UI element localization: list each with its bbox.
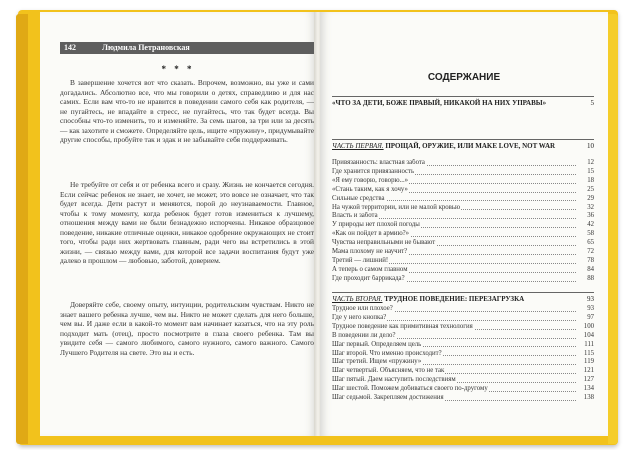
toc-entry-label: На чужой территории, или не малой кровью [332,203,461,211]
toc-entry-label: Шаг пятый. Даем наступить последствиям [332,376,456,384]
toc-entry-label: Где проходит баррикада? [332,274,405,282]
toc-entry-label: Где у него кнопка? [332,313,387,321]
toc-page-number: 15 [587,167,594,175]
toc-page-number: 134 [583,385,594,393]
toc-entry-label: Власть и забота [332,212,378,220]
toc-page-number: 100 [583,322,594,330]
toc-entry [332,323,594,332]
toc-part-label: ЧАСТЬ ВТОРАЯ. [332,295,383,303]
right-page [320,12,608,436]
toc-page-number: 25 [587,185,594,193]
toc-entry-label: «Стань таким, как я хочу» [332,185,408,193]
toc-page-number: 119 [584,358,594,366]
toc-part-label: ЧАСТЬ ПЕРВАЯ. [332,142,384,150]
toc-entry-label: Шаг первый. Определяем цель [332,340,422,348]
toc-entry [332,367,594,376]
toc-entry-label: Трудное поведение как примитивная технология [332,322,473,330]
running-header-author: Людмила Петрановская [102,43,190,52]
toc-page-number: 111 [584,340,594,348]
toc-page-number: 93 [587,295,594,303]
toc-entry-label: Мама плохому не научит? [332,248,408,255]
toc-page-number: 18 [587,176,594,184]
toc-entry-label: Сильные средства [332,194,385,202]
toc-entry [332,266,594,275]
toc-title: СОДЕРЖАНИЕ [427,72,501,83]
toc-entry [332,195,594,204]
toc-page-number: 104 [583,331,594,339]
toc-page-number: 115 [584,349,594,357]
toc-entry-label: Трудное или плохое? [332,305,393,312]
toc-page-number: 78 [587,256,594,264]
toc-entry [332,230,594,239]
toc-entry [332,159,594,168]
toc-entry [332,257,594,266]
paragraph: Не требуйте от себя и от ребенка всего и сразу. Жизнь не кончается сегодня. Если сейчас ребенок не знает, не хочет, не может, это вовсе не означает, что так будет всегда. Дети растут и меняются, порой до неузнаваемости. Главное, чтобы к тому моменту, когда ребенок будет готов измениться к лучшему, отношения между вами не были безнадежно испорчены. Никакое образцовое поведение, никакие отличные оценки, никакое одобрение окружающих не стоит того, чтобы ради них жертвовать главным, ради чего вы встретились в этой жизни, — связью между вами, для которой все задачи воспитания будут уже далеко в прошлом — любовью, заботой, доверием. [60,180,314,265]
toc-entry [332,350,594,359]
toc-entry [332,394,594,403]
toc-entry [332,305,594,314]
toc-intro-title: «ЧТО ЗА ДЕТИ, БОЖЕ ПРАВЫЙ, НИКАКОЙ НА НИХ УПРАВЫ» [332,99,547,107]
toc-page-number: 121 [583,367,594,375]
paragraph: В завершение хочется вот что сказать. Впрочем, возможно, вы уже и сами догадались. Абсолютно все, что мы говорили о детях, справедливо и для нас самих. Если вам что-то не нравится в поведении самого себя как родителя, — не пугайтесь, не впадайте в стресс, не пугайтесь, что так будет всегда. Вы способны что-то изменить, то и изменяйте. За семь шагов, за три или за десять — как захотите и сможете. Определяйте цель, ищите «пружину», придумывайте другие способы, пробуйте так и эдак и не забывайте себя поддерживать. [60,78,314,144]
toc-entry [332,358,594,367]
toc-entry-label: В поведении ли дело? [332,331,396,339]
toc-entry-label: Шаг второй. Что именно происходит? [332,349,442,357]
toc-page-number: 42 [587,221,594,229]
toc-entry [332,239,594,248]
toc-page-number: 58 [587,230,594,238]
toc-page-number: 97 [587,313,594,321]
page-number: 142 [64,43,76,52]
toc-part2-heading [332,292,594,304]
toc-entry [332,248,594,257]
toc-entry-label: «Как он пойдет в армию?» [332,230,410,238]
section-separator: * * * [161,64,195,74]
toc-entry [332,275,594,284]
toc-entry-label: Шаг четвертый. Объясняем, что не так [332,367,445,375]
book-cover-edge-left [16,14,28,444]
toc-entry-label: А теперь о самом главном [332,265,408,273]
toc-entry [332,376,594,385]
toc-entry-label: Шаг седьмой. Закрепляем достижения [332,394,444,401]
toc-entry [332,204,594,213]
book-cover-edge-right [608,14,618,444]
toc-page-number: 5 [590,99,594,107]
toc-page-number: 84 [587,265,594,273]
toc-part-title: ПРОЩАЙ, ОРУЖИЕ, ИЛИ MAKE LOVE, NOT WAR [385,142,556,150]
toc-entry [332,221,594,230]
toc-entry [332,177,594,186]
toc-entry-label: У природы нет плохой погоды [332,221,420,229]
toc-entry-label: Шаг третий. Ищем «пружину» [332,358,422,366]
toc-page-number: 29 [587,194,594,202]
toc-page-number: 93 [587,305,594,312]
toc-part1-heading [332,139,594,151]
toc-entry-label: Чувства неправильными не бывают [332,239,436,247]
toc-page-number: 36 [587,212,594,220]
toc-entry [332,332,594,341]
toc-entry [332,341,594,350]
toc-entry-label: Где хранится привязанность [332,167,415,175]
toc-entry [332,168,594,177]
toc-page-number: 138 [583,394,594,401]
toc-page-number: 10 [587,142,594,150]
toc-page-number: 32 [587,203,594,211]
toc-entry [332,314,594,323]
toc-page-number: 127 [583,376,594,384]
toc-entry-label: «Я ему говорю, говорю...» [332,176,409,184]
toc-intro-heading [332,96,594,108]
toc-entry [332,186,594,195]
toc-page-number: 65 [587,239,594,247]
toc-entry [332,212,594,221]
toc-entry-label: Третий — лишний! [332,256,389,264]
toc-part-title: ТРУДНОЕ ПОВЕДЕНИЕ: ПЕРЕЗАГРУЗКА [384,295,525,303]
toc-page-number: 88 [587,274,594,282]
left-page [40,12,316,436]
paragraph: Доверяйте себе, своему опыту, интуиции, родительским чувствам. Никто не знает вашего ребенка лучше, чем вы. Никто не может сделать для него больше, чем вы. И даже если в какой-то момент вам начинает казаться, что на эту роль подходит мать (отец), просто посмотрите в глаза своего ребенка. Там вы увидите себя — самого любимого, самого нужного, самого важного. Самого Лучшего Родителя на свете. Это вы и есть. [60,300,314,357]
toc-page-number: 12 [587,159,594,166]
toc-page-number: 72 [587,248,594,255]
toc-entry-label: Шаг шестой. Поможем добиваться своего по-другому [332,385,488,393]
toc-entry [332,385,594,394]
toc-entry-label: Привязанность: властная забота [332,159,425,166]
